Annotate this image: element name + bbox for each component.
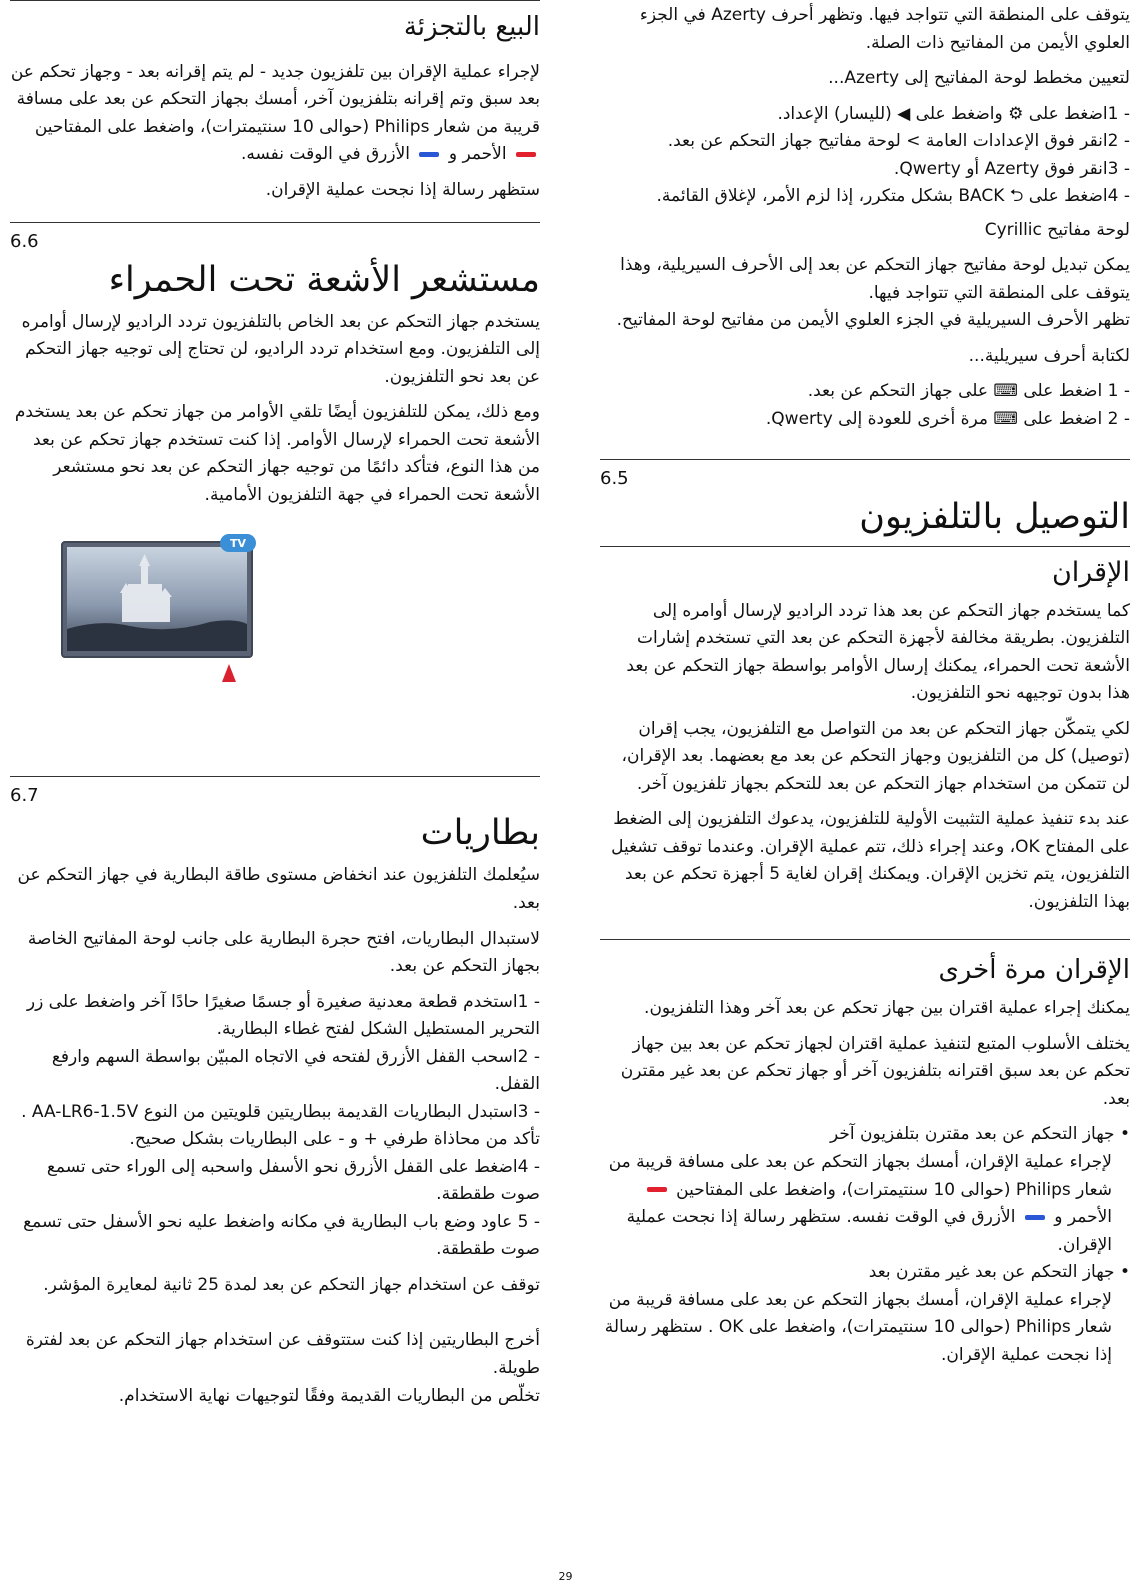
bullet-1-text [600,1149,1130,1259]
section-title: التوصيل بالتلفزيون [859,496,1130,537]
battery-paragraph-2: لاستبدال البطاريات، افتح حجرة البطارية على جانب لوحة المفاتيح الخاصة بجهاز التحكم عن بعد. [27,928,540,977]
ir-paragraph-1: يستخدم جهاز التحكم عن بعد الخاص بالتلفزيون تردد الراديو لإرسال أوامره إلى التلفزيون. ومع استخدام تردد الراديو، لن تحتاج إلى توجيه جهاز التحكم عن بعد نحو التلفزيون. [21,311,540,387]
step-4: - 4اضغط على القفل الأزرق نحو الأسفل واسحبه إلى الوراء حتى تسمع صوت طقطقة. [46,1156,540,1205]
sale-post: الأزرق في الوقت نفسه. [240,144,411,165]
sale-pre: لإجراء عملية الإقران بين تلفزيون جديد - لم يتم إقرانه بعد - وجهاز تحكم عن بعد سبق وتم إقرانه بتلفزيون آخر، أمسك بجهاز التحكم عن بعد على مسافة قريبة من شعار Philips (حوالى 10 سنتيمترات)، واضغط على المفتاحين [10,61,540,137]
step-2: - 2انقر فوق الإعدادات العامة > لوحة مفاتيح جهاز التحكم عن بعد. [667,131,1130,152]
cyrillic-step-1: - 1 اضغط على ⌨ على جهاز التحكم عن بعد. [807,381,1130,402]
battery-paragraph-5: تخلّص من البطاريات القديمة وفقًا لتوجيهات نهاية الاستخدام. [118,1385,540,1406]
step-5: - 5 عاود وضع باب البطارية في مكانه واضغط عليه نحو الأسفل حتى تسمع صوت طقطقة. [23,1211,540,1260]
azerty-instruction: لتعيين مخطط لوحة المفاتيح إلى Azerty... [828,68,1130,89]
keyboard-intro-paragraph: يتوقف على المنطقة التي تتواجد فيها. وتظهر أحرف Azerty في الجزء العلوي الأيمن من المفاتيح ذات الصلة. [639,5,1130,53]
sale-paragraph-1 [10,59,540,169]
tv-ir-sensor-figure [10,534,540,684]
right-column [600,0,1130,1369]
sale-red: الأحمر و [448,144,507,165]
page-number: 29 [558,1570,573,1583]
section-title: مستشعر الأشعة تحت الحمراء [108,259,540,300]
step-4: - 4اضغط على ⮌ BACK بشكل متكرر، إذا لزم الأمر، لإغلاق القائمة. [656,186,1130,207]
repair-paragraph-1: يمكنك إجراء عملية اقتران بين جهاز تحكم عن بعد آخر وهذا التلفزيون. [644,998,1130,1019]
bullet-1-post: الأزرق في الوقت نفسه. ستظهر رسالة إذا نجحت عملية الإقران. [626,1207,1112,1255]
blue-key-icon [1025,1215,1045,1220]
section-title: بطاريات [420,813,540,854]
repair-title: الإقران مرة أخرى [938,954,1130,985]
pairing-title: الإقران [1051,556,1130,588]
bullet-2-heading: • جهاز التحكم عن بعد غير مقترن بعد [868,1262,1130,1283]
battery-steps [10,989,540,1264]
bullet-2-text: لإجراء عملية الإقران، أمسك بجهاز التحكم عن بعد على مسافة قريبة من شعار Philips (حوالى 10 سنتيمترات)، واضغط على OK . ستظهر رسالة إذا نجحت عملية الإقران. [604,1289,1112,1365]
cyrillic-step-2: - 2 اضغط على ⌨ مرة أخرى للعودة إلى Qwerty. [765,408,1130,429]
battery-paragraph-4: أخرج البطاريتين إذا كنت ستتوقف عن استخدام جهاز التحكم عن بعد لفترة طويلة. [25,1330,540,1378]
section-divider [600,459,1130,460]
left-column [10,0,540,1410]
title-divider [600,546,1130,547]
sale-paragraph-2: ستظهر رسالة إذا نجحت عملية الإقران. [265,179,540,200]
red-key-icon [647,1187,667,1192]
step-3: - 3انقر فوق Azerty أو Qwerty. [893,158,1130,179]
tv-illustration [10,534,540,684]
step-1: - 1استخدم قطعة معدنية صغيرة أو جسمًا صغيرًا حادًا آخر واضغط على زر التحرير المستطيل الشكل لفتح غطاء البطارية. [26,991,540,1040]
pairing-paragraph-2: لكي يتمكّن جهاز التحكم عن بعد من التواصل مع التلفزيون، يجب إقران (توصيل) كل من التلفزيون وجهاز التحكم عن بعد مع بعضهما. بعد الإقران، لن تتمكن من استخدام جهاز التحكم عن بعد للتحكم بجهاز تلفزيون آخر. [621,718,1130,794]
step-1: - 1اضغط على ⚙ واضغط على ◀ (لليسار) الإعداد. [777,103,1130,124]
section-number: 6.7 [10,785,39,807]
ir-paragraph-2: ومع ذلك، يمكن للتلفزيون أيضًا تلقي الأوامر من جهاز تحكم عن بعد يستخدم الأشعة تحت الحمراء لإرسال الأوامر. إذا كنت تستخدم جهاز تحكم عن بعد من هذا النوع، فتأكد دائمًا من توجيه جهاز التحكم عن بعد نحو مستشعر الأشعة تحت الحمراء في جهة التلفزيون الأمامية. [14,402,540,505]
cyrillic-paragraph-1: يمكن تبديل لوحة مفاتيح جهاز التحكم عن بعد إلى الأحرف السيريلية، وهذا يتوقف على المنطقة التي تتواجد فيها. [620,255,1130,303]
blue-key-icon [419,152,439,157]
bullet-1-heading: • جهاز التحكم عن بعد مقترن بتلفزيون آخر [829,1124,1130,1145]
battery-paragraph-3: توقف عن استخدام جهاز التحكم عن بعد لمدة 25 ثانية لمعايرة المؤشر. [43,1274,540,1295]
section-divider [10,222,540,223]
section-number: 6.6 [10,231,39,253]
pairing-paragraph-1: كما يستخدم جهاز التحكم عن بعد هذا تردد الراديو لإرسال أوامره إلى التلفزيون. بطريقة مخالفة لأجهزة التحكم عن بعد التي تستخدم إشارات الأشعة تحت الحمراء، يمكنك إرسال الأوامر بواسطة جهاز التحكم عن بعد هذا بدون توجيهه نحو التلفزيون. [626,600,1130,704]
section-number: 6.5 [600,468,629,490]
cyrillic-paragraph-3: لكتابة أحرف سيريلية... [968,345,1130,366]
repair-paragraph-2: يختلف الأسلوب المتبع لتنفيذ عملية اقتران لجهاز تحكم عن بعد بين جهاز تحكم عن بعد سبق اقترانه بتلفزيون آخر أو جهاز تحكم عن بعد غير مقترن بعد. [620,1033,1130,1109]
tv-badge-label: TV [229,537,247,551]
top-divider [10,0,540,1]
ir-sensor-marker-icon [222,664,236,682]
red-key-icon [516,152,536,157]
step-2: - 2اسحب القفل الأزرق لفتحه في الاتجاه المبيّن بواسطة السهم وارفع القفل. [51,1046,540,1095]
battery-paragraph-1: سيُعلمك التلفزيون عند انخفاض مستوى طاقة البطارية في جهاز التحكم عن بعد. [17,865,540,914]
cyrillic-heading: لوحة مفاتيح Cyrillic [984,219,1130,240]
azerty-steps [600,101,1130,211]
subsection-divider [600,939,1130,940]
cyrillic-paragraph-2: تظهر الأحرف السيريلية في الجزء العلوي الأيمن من مفاتيح لوحة المفاتيح. [616,310,1130,331]
bullet-1-red: الأحمر و [1054,1207,1112,1228]
sale-title: البيع بالتجزئة [403,12,540,42]
step-3: - 3استبدل البطاريات القديمة ببطاريتين قلويتين من النوع AA-LR6-1.5V . تأكد من محاذاة طرفي + و - على البطاريات بشكل صحيح. [21,1101,540,1150]
bullet-1-pre: لإجراء عملية الإقران، أمسك بجهاز التحكم عن بعد على مسافة قريبة من شعار Philips (حوالى 10 سنتيمترات)، واضغط على المفتاحين [608,1151,1112,1200]
section-divider [10,776,540,777]
pairing-paragraph-3: عند بدء تنفيذ عملية التثبيت الأولية للتلفزيون، يدعوك التلفزيون إلى الضغط على المفتاح OK، وعند إجراء ذلك، تتم عملية الإقران. وعندما توقف تشغيل التلفزيون، يتم تخزين الإقران. ويمكنك إقران لغاية 5 أجهزة تحكم عن بعد بهذا التلفزيون. [611,809,1130,912]
